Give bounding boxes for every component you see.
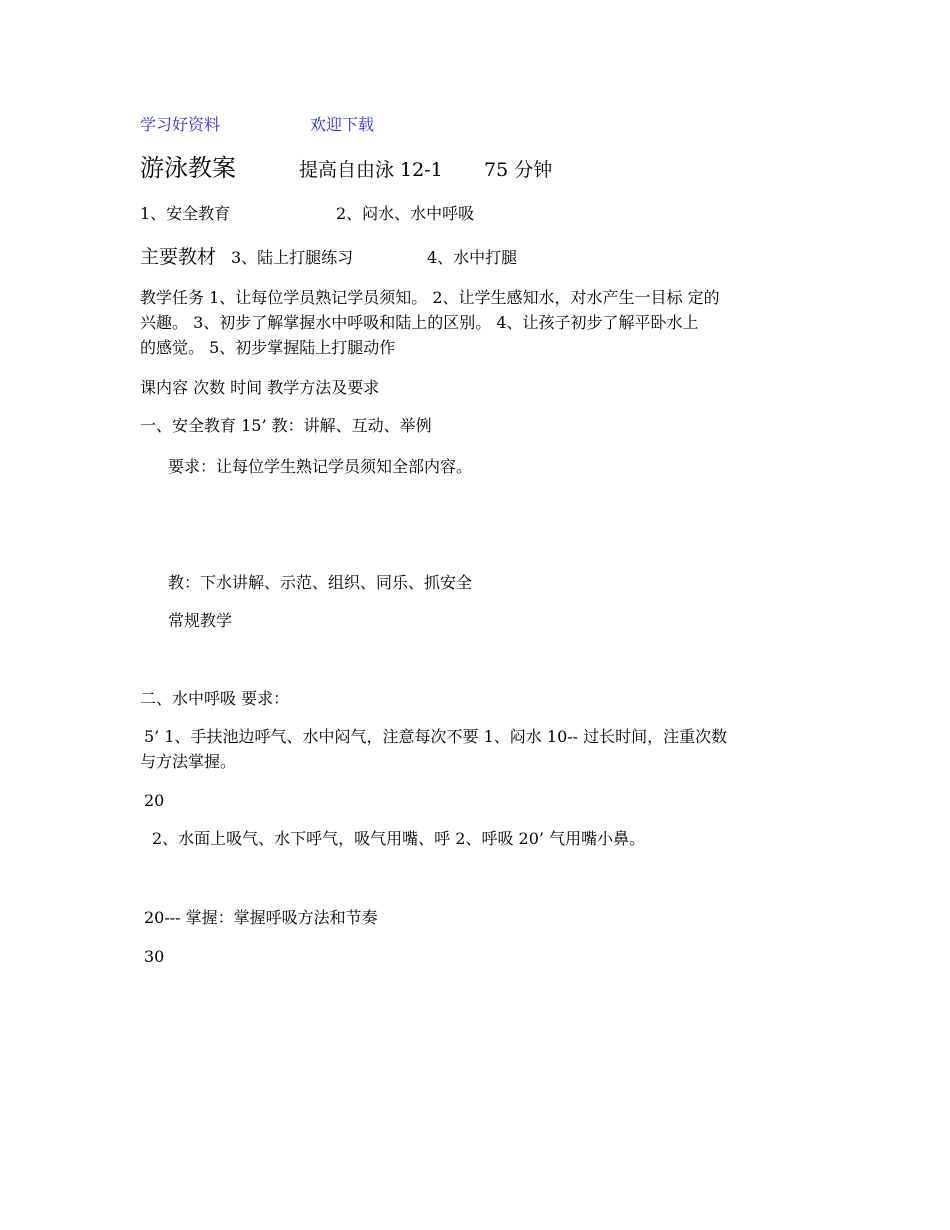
section-2-number-30: 30 xyxy=(144,947,165,966)
section-2-paragraph-1-line-2: 与方法掌握。 xyxy=(140,752,237,771)
document-subtitle: 提高自由泳 12-1 xyxy=(299,159,443,181)
header-left: 学习好资料 xyxy=(140,115,221,134)
section-2-paragraph-3: 20--- 掌握：掌握呼吸方法和节奏 xyxy=(144,908,378,927)
teaching-tasks-line-3: 的感觉。 5、初步掌握陆上打腿动作 xyxy=(140,338,396,357)
main-material-label: 主要教材 xyxy=(140,246,217,268)
main-material-item-3: 3、陆上打腿练习 xyxy=(231,248,354,267)
header-right: 欢迎下载 xyxy=(310,115,375,134)
document-title: 游泳教案 xyxy=(140,154,236,182)
teaching-tasks-line-2: 兴趣。 3、初步了解掌握水中呼吸和陆上的区别。 4、让孩子初步了解平卧水上 xyxy=(140,313,699,332)
main-material-item-4: 4、水中打腿 xyxy=(427,248,518,267)
section-2-paragraph-1-line-1: 5’ 1、手扶池边呼气、水中闷气，注意每次不要 1、闷水 10-- 过长时间，注重次数 xyxy=(144,727,728,746)
teaching-tasks-line-1: 教学任务 1、让每位学员熟记学员须知。 2、让学生感知水，对水产生一目标 定的 xyxy=(140,288,720,307)
section-1-requirement: 要求：让每位学生熟记学员须知全部内容。 xyxy=(168,457,473,476)
section-1-teach: 教：下水讲解、示范、组织、同乐、抓安全 xyxy=(168,573,473,592)
item-breath-holding: 2、闷水、水中呼吸 xyxy=(336,204,475,223)
section-2-heading: 二、水中呼吸 要求： xyxy=(140,689,290,708)
section-2-number-20: 20 xyxy=(144,791,165,810)
table-header: 课内容 次数 时间 教学方法及要求 xyxy=(140,378,380,397)
section-1-routine: 常规教学 xyxy=(168,611,233,630)
section-2-paragraph-2: 2、水面上吸气、水下呼气，吸气用嘴、呼 2、呼吸 20’ 气用嘴小鼻。 xyxy=(152,829,646,848)
section-1-heading: 一、安全教育 15’ 教：讲解、互动、举例 xyxy=(140,416,432,435)
item-safety-education: 1、安全教育 xyxy=(140,204,231,223)
document-duration: 75 分钟 xyxy=(484,159,553,181)
